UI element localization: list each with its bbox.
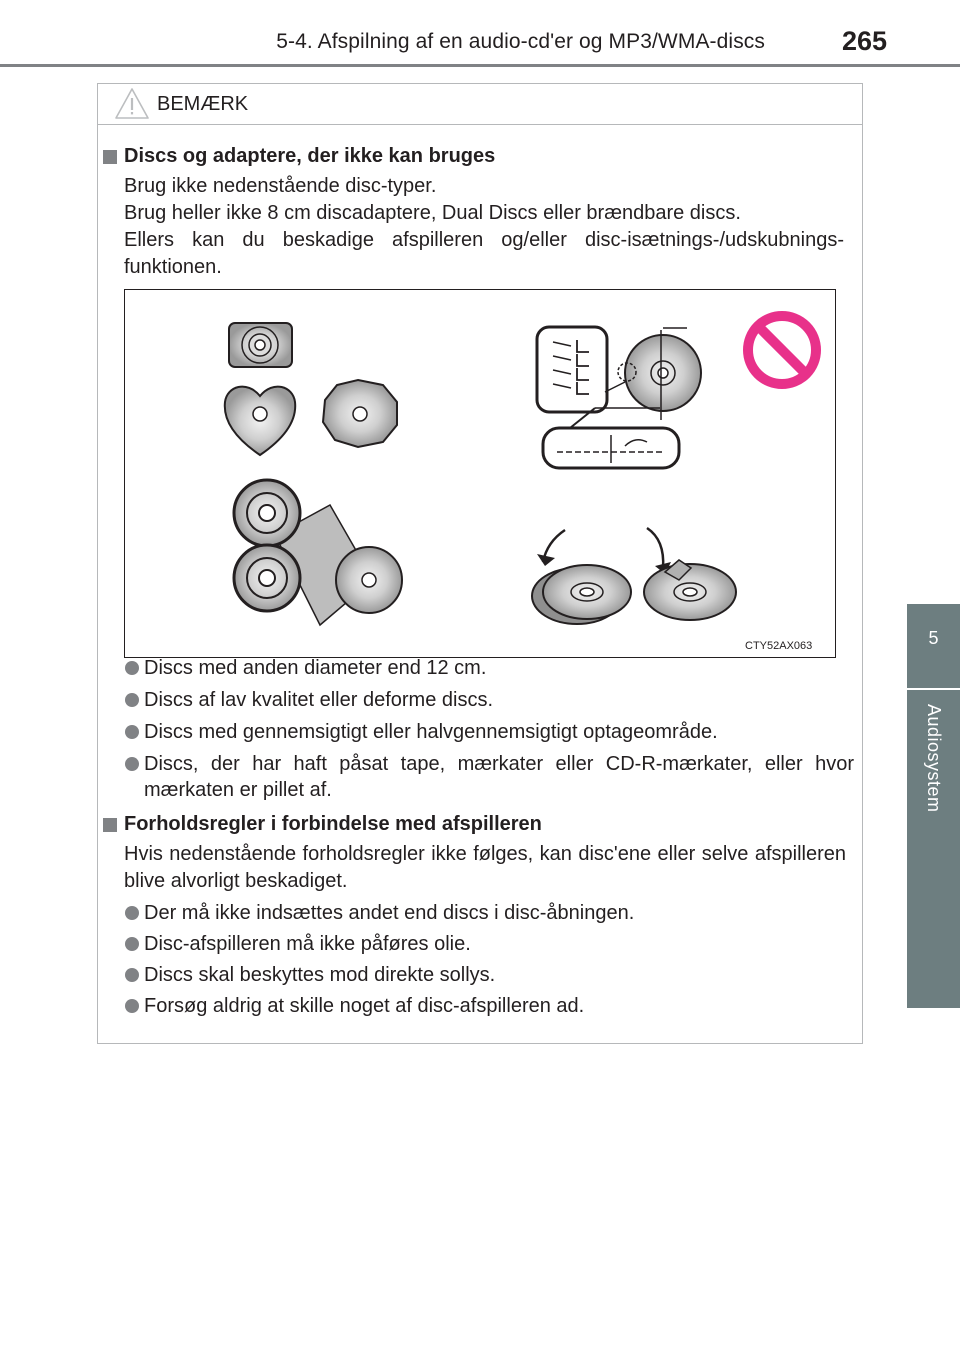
prohibited-icon xyxy=(748,316,816,384)
bullet-dot xyxy=(125,661,139,675)
section-2-title: Forholdsregler i forbindelse med afspilleren xyxy=(124,813,542,835)
label-peeled-disc-icon xyxy=(532,530,631,624)
transparent-disc-icon xyxy=(537,327,701,468)
bullet-dot xyxy=(125,999,139,1013)
bullet-item: Discs, der har haft påsat tape, mærkater eller CD-R-mærkater, eller hvor mærkaten er pillet af. xyxy=(144,753,854,801)
chapter-label-text: Audiosystem xyxy=(924,704,944,813)
square-disc-icon xyxy=(229,323,292,367)
section-1-line-1: Brug ikke nedenstående disc-typer. xyxy=(124,175,437,197)
section-2-paragraph: Hvis nedenstående forholdsregler ikke følges, kan disc'ene eller selve afspilleren blive alvorligt beskadiget. xyxy=(124,843,846,892)
unusable-discs-figure xyxy=(124,289,836,658)
bullet-item: Forsøg aldrig at skille noget af disc-afspilleren ad. xyxy=(144,995,585,1017)
bullet-item: Discs med anden diameter end 12 cm. xyxy=(144,657,487,679)
section-1-line-3: Ellers kan du beskadige afspilleren og/eller disc-isætnings-/udskubnings-funktionen. xyxy=(124,229,844,278)
warning-triangle-icon xyxy=(114,87,150,121)
bullet-item: Disc-afspilleren må ikke påføres olie. xyxy=(144,933,471,955)
discs-illustration xyxy=(125,290,837,659)
bullet-item: Der må ikke indsættes andet end discs i disc-åbningen. xyxy=(144,902,635,924)
section-marker xyxy=(103,818,117,832)
header-rule xyxy=(0,64,960,67)
adapter-discs-icon xyxy=(234,480,402,625)
heart-disc-icon xyxy=(225,387,295,455)
bullet-item: Discs med gennemsigtigt eller halvgennemsigtigt optageområde. xyxy=(144,721,718,743)
bullet-dot xyxy=(125,937,139,951)
bullet-dot xyxy=(125,757,139,771)
section-title: 5-4. Afspilning af en audio-cd'er og MP3/WMA-discs xyxy=(276,30,765,53)
section-1-line-2: Brug heller ikke 8 cm discadaptere, Dual Discs eller brændbare discs. xyxy=(124,202,741,224)
section-1-title: Discs og adaptere, der ikke kan bruges xyxy=(124,145,496,167)
section-marker xyxy=(103,150,117,164)
taped-disc-icon xyxy=(644,528,736,620)
polygon-disc-icon xyxy=(323,380,397,447)
chapter-tab-label xyxy=(907,690,960,1008)
notice-header xyxy=(98,84,862,125)
bullet-item: Discs af lav kvalitet eller deforme discs. xyxy=(144,689,494,711)
bullet-dot xyxy=(125,725,139,739)
bullet-dot xyxy=(125,968,139,982)
figure-code: CTY52AX063 xyxy=(745,640,813,652)
bullet-dot xyxy=(125,906,139,920)
chapter-tab-number: 5 xyxy=(907,604,960,688)
page-number: 265 xyxy=(842,26,888,56)
bullet-item: Discs skal beskyttes mod direkte sollys. xyxy=(144,964,496,986)
notice-label: BEMÆRK xyxy=(157,93,249,115)
bullet-dot xyxy=(125,693,139,707)
